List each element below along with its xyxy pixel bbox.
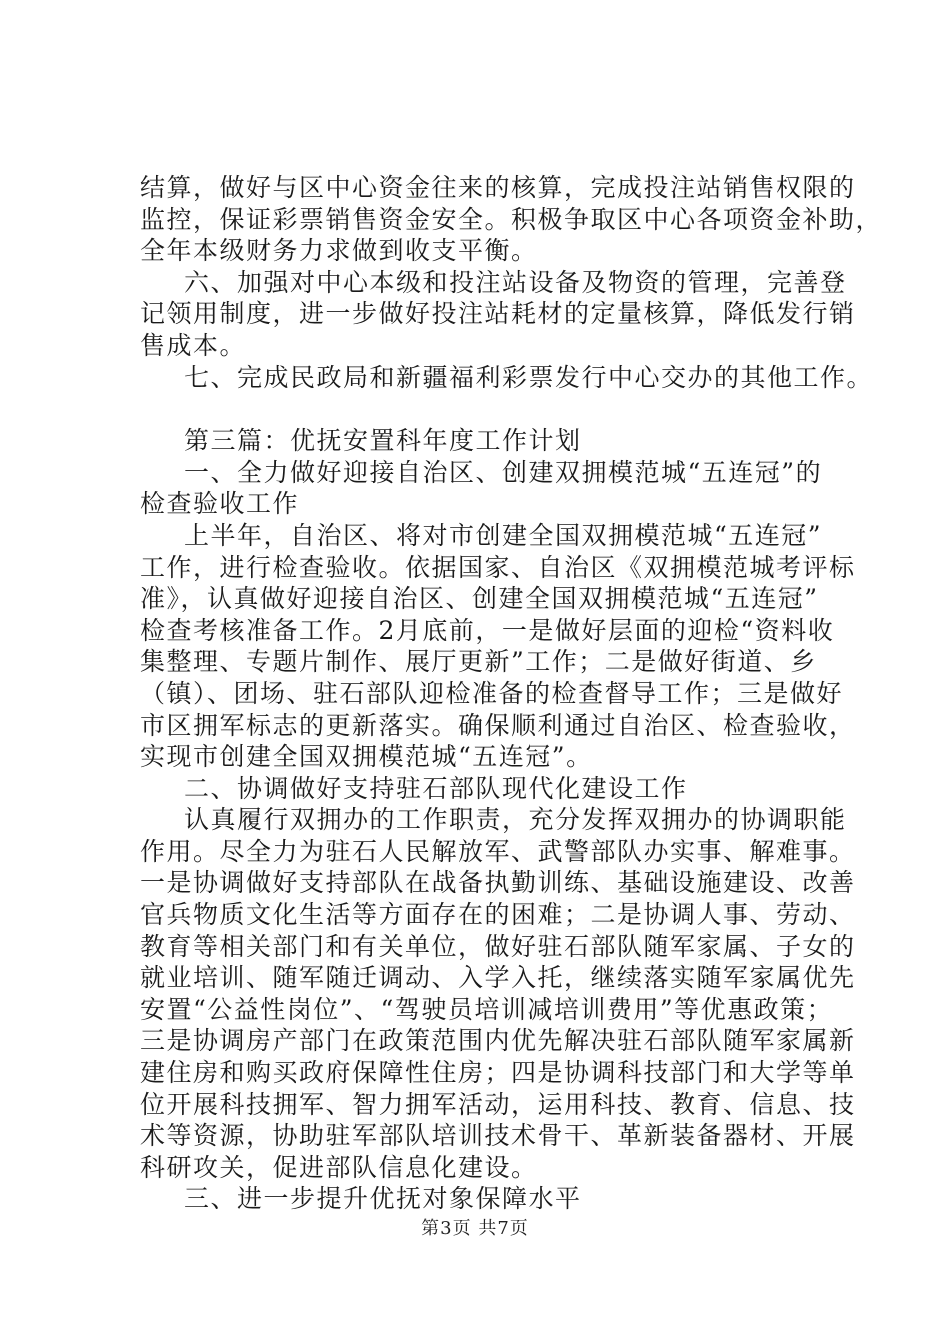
paragraph-line: 教育等相关部门和有关单位，做好驻石部队随军家属、子女的 [140, 931, 856, 961]
paragraph-line: 监控，保证彩票销售资金安全。积极争取区中心各项资金补助， [140, 204, 883, 234]
paragraph-line: 全年本级财务力求做到收支平衡。 [140, 236, 538, 266]
section-title: 第三篇：优抚安置科年度工作计划 [184, 426, 582, 456]
paragraph-line: 售成本。 [140, 330, 247, 360]
heading-line: 一、全力做好迎接自治区、创建双拥模范城“五连冠”的 [184, 457, 823, 487]
paragraph-line: 安置“公益性岗位”、“驾驶员培训减培训费用”等优惠政策； [140, 994, 834, 1024]
document-body [140, 172, 883, 1215]
heading-line: 检查验收工作 [140, 489, 300, 519]
page-number: 第3页 共7页 [421, 1218, 529, 1239]
heading-line: 三、进一步提升优抚对象保障水平 [184, 1184, 582, 1214]
paragraph-line: 就业培训、随军随迁调动、入学入托，继续落实随军家属优先 [140, 963, 856, 993]
paragraph-line: 一是协调做好支持部队在战备执勤训练、基础设施建设、改善 [140, 868, 856, 898]
paragraph-line: 工作，进行检查验收。依据国家、自治区《双拥模范城考评标 [140, 552, 856, 582]
paragraph-line: 科研攻关，促进部队信息化建设。 [140, 1152, 538, 1182]
paragraph-line: 检查考核准备工作。2月底前，一是做好层面的迎检“资料收 [140, 615, 835, 645]
paragraph-line: 集整理、专题片制作、展厅更新”工作；二是做好街道、乡 [140, 647, 817, 677]
paragraph-line: 认真履行双拥办的工作职责，充分发挥双拥办的协调职能 [184, 805, 847, 835]
paragraph-line: 上半年，自治区、将对市创建全国双拥模范城“五连冠” [184, 520, 823, 550]
paragraph-line: 作用。尽全力为驻石人民解放军、武警部队办实事、解难事。 [140, 836, 856, 866]
paragraph-line: 六、加强对中心本级和投注站设备及物资的管理，完善登 [184, 267, 847, 297]
paragraph-line: 位开展科技拥军、智力拥军活动，运用科技、教育、信息、技 [140, 1089, 856, 1119]
paragraph-line: 七、完成民政局和新疆福利彩票发行中心交办的其他工作。 [184, 362, 874, 392]
paragraph-line: 实现市创建全国双拥模范城“五连冠”。 [140, 742, 593, 772]
paragraph-line: 建住房和购买政府保障性住房；四是协调科技部门和大学等单 [140, 1058, 856, 1088]
heading-line: 二、协调做好支持驻石部队现代化建设工作 [184, 773, 688, 803]
paragraph-line: 结算，做好与区中心资金往来的核算，完成投注站销售权限的 [140, 173, 856, 202]
paragraph-line: 官兵物质文化生活等方面存在的困难；二是协调人事、劳动、 [140, 900, 856, 930]
paragraph-line: 术等资源，协助驻军部队培训技术骨干、革新装备器材、开展 [140, 1121, 856, 1151]
paragraph-line: 准》，认真做好迎接自治区、创建全国双拥模范城“五连冠” [140, 584, 819, 614]
paragraph-line: 三是协调房产部门在政策范围内优先解决驻石部队随军家属新 [140, 1026, 856, 1056]
paragraph-line: 市区拥军标志的更新落实。确保顺利通过自治区、检查验收， [140, 710, 856, 740]
paragraph-line: 记领用制度，进一步做好投注站耗材的定量核算，降低发行销 [140, 299, 856, 329]
section-gap [140, 393, 840, 425]
paragraph-line: （镇）、团场、驻石部队迎检准备的检查督导工作；三是做好 [140, 678, 844, 708]
